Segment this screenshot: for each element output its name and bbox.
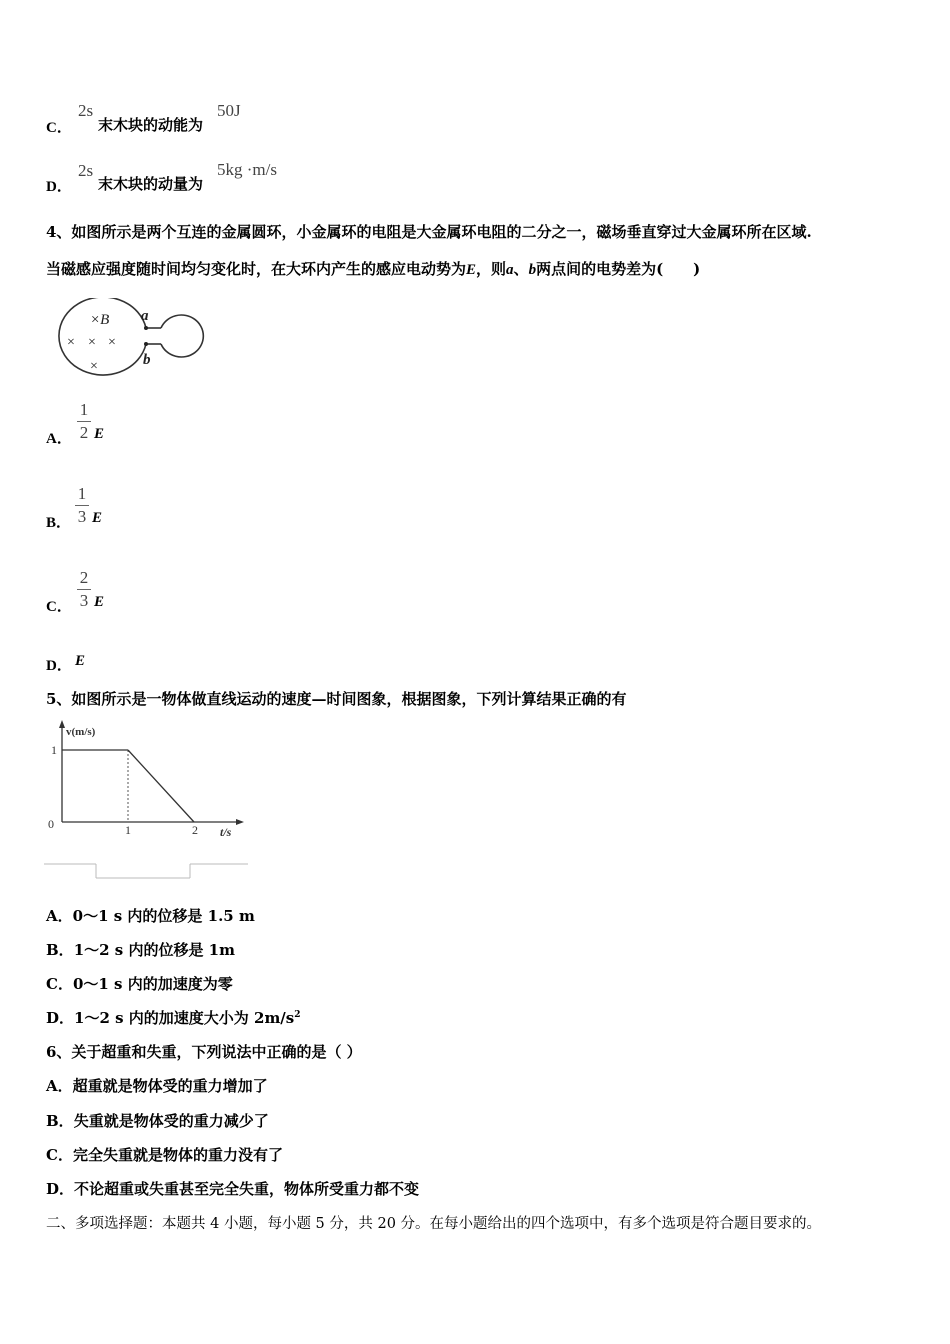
option-text: 1～2 s 内的加速度大小为 2m/s: [74, 1009, 295, 1027]
option-text: 1～2 s 内的位移是 1m: [73, 941, 235, 959]
var-e: E: [75, 653, 86, 669]
option-letter: C．: [46, 120, 72, 136]
option-letter: D．: [46, 1009, 75, 1027]
x-tick-0: 0: [48, 817, 54, 831]
option-letter: A．: [46, 907, 73, 925]
numerator: 1: [77, 484, 87, 503]
x-axis-label: t/s: [220, 825, 232, 839]
stem-text: ，则: [476, 260, 507, 278]
momentum-value: 5kg ·m/s: [217, 160, 277, 179]
q5-stem: 5、如图所示是一物体做直线运动的速度—时间图象，根据图象，下列计算结果正确的有: [46, 690, 627, 708]
denominator: 3: [77, 507, 87, 526]
x-tick-2: 2: [192, 823, 198, 837]
option-text: 超重就是物体受的重力增加了: [72, 1077, 268, 1095]
denominator: 2: [79, 423, 89, 442]
option-letter: D．: [46, 179, 72, 195]
y-tick-1: 1: [51, 743, 57, 757]
q4-stem-line2: [46, 258, 700, 279]
section-2-title: 二、多项选择题：本题共 4 小题，每小题 5 分，共 20 分。在每小题给出的四个选项中，有多个选项是符合题目要求的。: [46, 1216, 822, 1232]
denominator: 3: [79, 591, 89, 610]
option-letter: C．: [46, 1146, 73, 1164]
label-a: a: [141, 308, 149, 324]
stem-text: 当磁感应强度随时间均匀变化时，在大环内产生的感应电动势为: [46, 260, 467, 278]
option-letter: B．: [46, 941, 74, 959]
point-b: [144, 342, 148, 346]
fraction: [77, 401, 91, 442]
option-letter: C．: [46, 975, 73, 993]
q5-velocity-time-graph: [44, 716, 250, 882]
y-axis-arrow: [59, 720, 65, 728]
superscript: 2: [294, 1010, 301, 1020]
option-text: 末木块的动能为: [98, 116, 204, 134]
stem-text: 两点间的电势差为( ): [536, 260, 701, 278]
option-text: 0～1 s 内的加速度为零: [72, 975, 233, 993]
cross-mark: ×: [108, 335, 116, 350]
option-letter: A．: [46, 431, 72, 447]
var-a: a: [506, 262, 514, 278]
small-ring: [161, 315, 203, 357]
var-e: E: [94, 426, 105, 442]
q6-option-c: [46, 1144, 283, 1165]
cross-mark: ×: [90, 359, 98, 374]
q4-stem-line1: 4、如图所示是两个互连的金属圆环，小金属环的电阻是大金属环电阻的二分之一，磁场垂直穿过大金属环所在区域.: [46, 223, 812, 241]
q4-ring-figure: [50, 298, 210, 384]
option-letter: D．: [46, 658, 72, 674]
cross-mark: ×: [67, 335, 75, 350]
option-text: 0～1 s 内的位移是 1.5 m: [72, 907, 255, 925]
y-axis-label: v(m/s): [66, 726, 96, 738]
option-letter: B．: [46, 515, 72, 531]
cross-mark: ×: [88, 335, 96, 350]
option-letter: C．: [46, 599, 72, 615]
fraction: [75, 485, 89, 526]
q6-option-d: [46, 1178, 419, 1199]
q6-option-b: [46, 1110, 269, 1131]
numerator: 1: [79, 400, 89, 419]
fraction: [77, 569, 91, 610]
option-letter: B．: [46, 1112, 74, 1130]
option-text: 不论超重或失重甚至完全失重，物体所受重力都不变: [74, 1180, 420, 1198]
q6-option-a: [46, 1075, 268, 1096]
q5-option-c: [46, 973, 233, 994]
var-e: E: [92, 510, 103, 526]
option-text: 失重就是物体受的重力减少了: [73, 1112, 269, 1130]
point-a: [144, 326, 148, 330]
time-value: 2s: [78, 161, 94, 180]
time-value: 2s: [78, 101, 94, 120]
var-b: b: [528, 262, 537, 278]
q5-option-a: [46, 905, 255, 926]
label-b: b: [143, 352, 151, 368]
option-letter: D．: [46, 1180, 75, 1198]
numerator: 2: [79, 568, 89, 587]
var-e: E: [94, 594, 105, 610]
option-letter: A．: [46, 1077, 73, 1095]
velocity-segment-2: [128, 750, 194, 822]
option-text: 完全失重就是物体的重力没有了: [72, 1146, 283, 1164]
option-text: 末木块的动量为: [98, 175, 204, 193]
x-tick-1: 1: [125, 823, 131, 837]
x-axis-arrow: [236, 819, 244, 825]
q5-option-b: [46, 939, 235, 960]
q5-option-d: [46, 1007, 301, 1028]
var-e: E: [466, 262, 477, 278]
q6-stem: 6、关于超重和失重，下列说法中正确的是（ ）: [46, 1043, 362, 1061]
energy-value: 50J: [217, 101, 241, 120]
label-b-field: ×B: [90, 312, 110, 328]
stem-text: 、: [513, 260, 529, 278]
